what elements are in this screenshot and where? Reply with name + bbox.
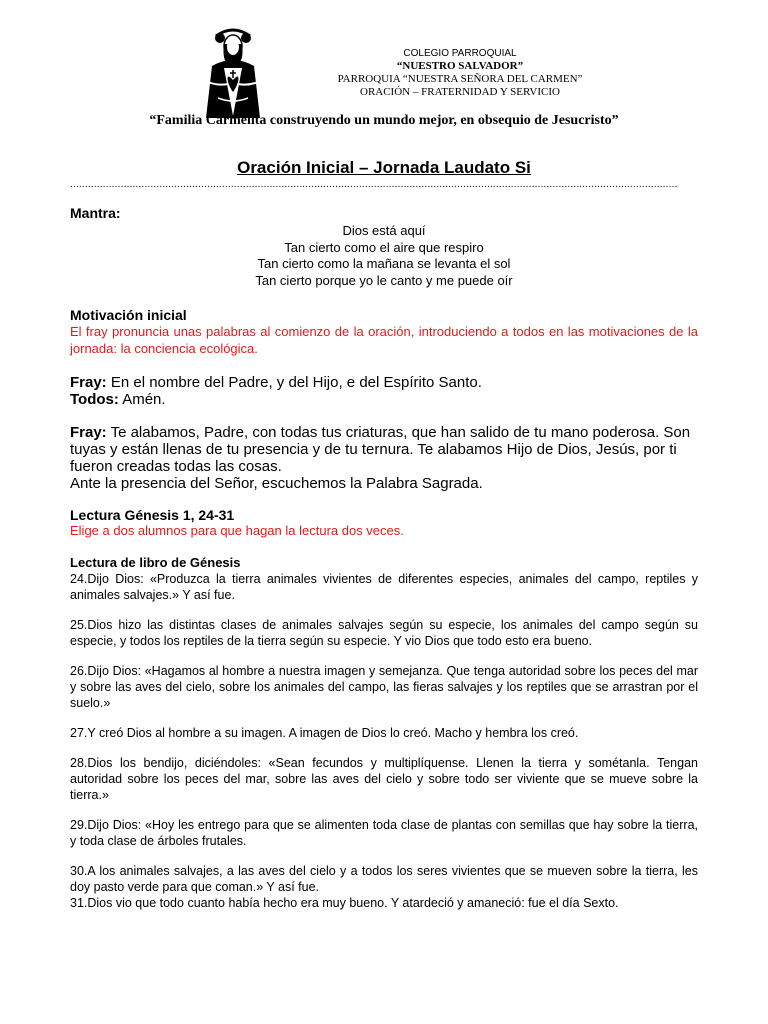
dotted-separator: ............................................................................................................................................................................................................	[70, 179, 678, 190]
fray-text: En el nombre del Padre, y del Hijo, e del Espírito Santo.	[106, 374, 482, 391]
mantra-line: Tan cierto porque yo le canto y me puede oír	[255, 272, 513, 288]
header-line-3: PARROQUIA “NUESTRA SEÑORA DEL CARMEN”	[337, 73, 583, 85]
lectura-note: Elige a dos alumnos para que hagan la lectura dos veces.	[70, 523, 404, 538]
lectura-heading: Lectura Génesis 1, 24-31	[70, 507, 235, 523]
verse-27: 27.Y creó Dios al hombre a su imagen. A imagen de Dios lo creó. Macho y hembra los creó.	[70, 726, 579, 740]
verse-26: 26.Dijo Dios: «Hagamos al hombre a nuestra imagen y semejanza. Que tenga autoridad sobre los peces del mar y sobre las aves del cielo, sobre los animales del campo, las fieras salvajes y los reptiles que se arrastran por el suelo.»	[70, 664, 698, 710]
school-header	[290, 48, 630, 99]
verse-30: 30.A los animales salvajes, a las aves del cielo y a todos los seres vivientes que se mueven sobre la tierra, les doy pasto verde para que coman.» Y así fue.	[70, 864, 698, 894]
verse-31: 31.Dios vio que todo cuanto había hecho era muy bueno. Y atardeció y amaneció: fue el día Sexto.	[70, 896, 619, 910]
header-line-2: “NUESTRO SALVADOR”	[396, 60, 524, 72]
motivacion-section	[70, 307, 698, 357]
fray-line	[70, 374, 698, 391]
mantra-line: Tan cierto como el aire que respiro	[284, 239, 484, 255]
mantra-section	[70, 205, 698, 289]
genesis-reading	[70, 555, 698, 911]
todos-label: Todos:	[70, 391, 119, 408]
mantra-heading: Mantra:	[70, 205, 121, 221]
reading-subheading: Lectura de libro de Génesis	[70, 555, 241, 570]
mantra-lines	[70, 223, 698, 289]
page-title: Oración Inicial – Jornada Laudato Si	[237, 158, 531, 177]
fray-label: Fray:	[70, 424, 107, 441]
fray-paragraph-2: Ante la presencia del Señor, escuchemos la Palabra Sagrada.	[70, 475, 483, 492]
motivacion-note: El fray pronuncia unas palabras al comienzo de la oración, introduciendo a todos en las motivaciones de la jornada: la conciencia ecológica.	[70, 324, 698, 356]
header-line-4: ORACIÓN – FRATERNIDAD Y SERVICIO	[360, 86, 560, 98]
mantra-line: Dios está aquí	[342, 223, 426, 238]
dialog-2	[70, 424, 698, 492]
fray-label: Fray:	[70, 374, 107, 391]
dialog-1	[70, 374, 698, 408]
verse-25: 25.Dios hizo las distintas clases de animales salvajes según su especie, los animales del campo según su especie, y todos los reptiles de la tierra según su especie. Y vio Dios que todo esto era bueno.	[70, 618, 698, 648]
fray-paragraph	[70, 424, 698, 475]
header-line-1: COLEGIO PARROQUIAL	[403, 48, 517, 59]
motto: “Familia Carmelita construyendo un mundo mejor, en obsequio de Jesucristo”	[149, 113, 619, 128]
todos-text: Amén.	[118, 391, 166, 408]
verse-24: 24.Dijo Dios: «Produzca la tierra animales vivientes de diferentes especies, animales del campo, reptiles y animales salvajes.» Y así fue.	[70, 572, 698, 602]
lectura-section	[70, 507, 698, 540]
verse-28: 28.Dios los bendijo, diciéndoles: «Sean fecundos y multiplíquense. Llenen la tierra y sométanla. Tengan autoridad sobre los peces del mar, sobre las aves del cielo y sobre todo ser viviente que se mueve sobre la tierra.»	[70, 756, 698, 802]
todos-line	[70, 391, 698, 408]
verse-29: 29.Dijo Dios: «Hoy les entrego para que se alimenten toda clase de plantas con semillas que hay sobre la tierra, y toda clase de árboles frutales.	[70, 818, 698, 848]
motivacion-heading: Motivación inicial	[70, 307, 187, 323]
sacred-heart-saint-logo	[198, 26, 268, 122]
mantra-line: Tan cierto como la mañana se levanta el sol	[257, 256, 511, 271]
fray-text: Te alabamos, Padre, con todas tus criaturas, que han salido de tu mano poderosa. Son tuyas y están llenas de tu presencia y de tu ternura. Te alabamos Hijo de Dios, Jesús, por ti fueron creadas todas las cosas.	[70, 424, 691, 475]
